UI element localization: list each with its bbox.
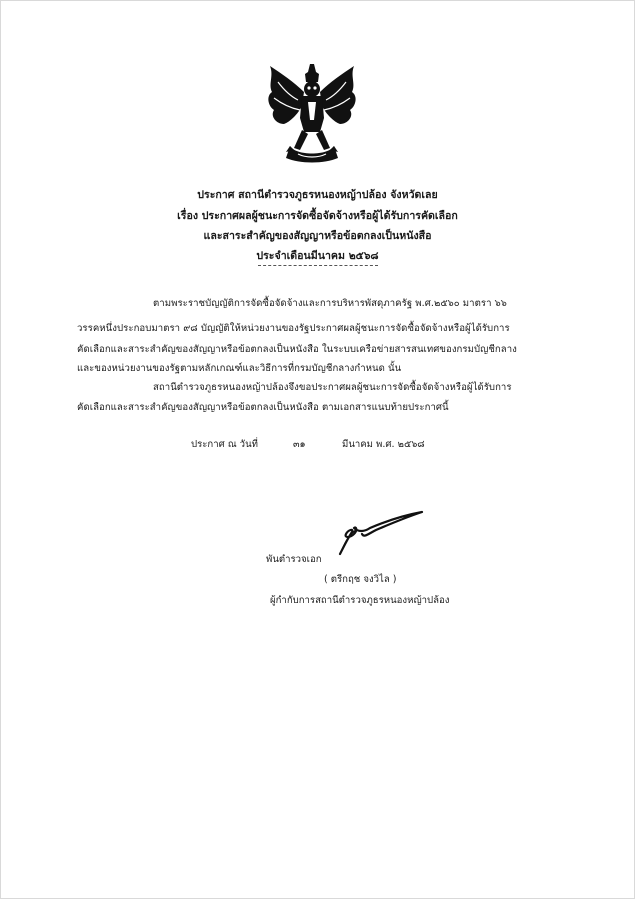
divider <box>258 265 378 266</box>
signatory-name: ( ตรีกฤช จงวิไล ) <box>324 574 397 585</box>
body-line: วรรคหนึ่งประกอบมาตรา ๙๘ บัญญัติให้หน่วยงานของรัฐประกาศผลผู้ชนะการจัดซื้อจัดจ้างหรือผู้ได้รับการ <box>77 323 510 334</box>
announcement-subject: เรื่อง ประกาศผลผู้ชนะการจัดซื้อจัดจ้างหรือผู้ได้รับการคัดเลือก <box>177 210 458 222</box>
body-line: ตามพระราชบัญญัติการจัดซื้อจัดจ้างและการบริหารพัสดุภาครัฐ พ.ศ.๒๕๖๐ มาตรา ๖๖ <box>153 298 507 309</box>
date-label: ประกาศ ณ วันที่ <box>191 439 258 450</box>
date-month-year: มีนาคม พ.ศ. ๒๕๖๘ <box>342 439 425 450</box>
signatory-position: ผู้กำกับการสถานีตำรวจภูธรหนองหญ้าปล้อง <box>270 595 450 606</box>
announcement-subject-cont: และสาระสำคัญของสัญญาหรือข้อตกลงเป็นหนังสือ <box>203 230 432 242</box>
date-day: ๓๑ <box>293 439 306 450</box>
garuda-emblem-icon <box>264 62 360 164</box>
announcement-title: ประกาศ สถานีตำรวจภูธรหนองหญ้าปล้อง จังหวัดเลย <box>197 189 438 201</box>
body-line: และของหน่วยงานของรัฐตามหลักเกณฑ์และวิธีการที่กรมบัญชีกลางกำหนด นั้น <box>77 363 402 374</box>
body-line: คัดเลือกและสาระสำคัญของสัญญาหรือข้อตกลงเป็นหนังสือ ในระบบเครือข่ายสารสนเทศของกรมบัญชีกลาง <box>77 344 517 355</box>
announcement-period: ประจำเดือนมีนาคม ๒๕๖๘ <box>256 250 379 262</box>
signatory-rank: พันตำรวจเอก <box>266 554 322 565</box>
body-line: คัดเลือกและสาระสำคัญของสัญญาหรือข้อตกลงเป็นหนังสือ ตามเอกสารแนบท้ายประกาศนี้ <box>77 402 449 413</box>
handwritten-signature <box>334 510 426 560</box>
body-line: สถานีตำรวจภูธรหนองหญ้าปล้องจึงขอประกาศผลผู้ชนะการจัดซื้อจัดจ้างหรือผู้ได้รับการ <box>153 382 512 393</box>
